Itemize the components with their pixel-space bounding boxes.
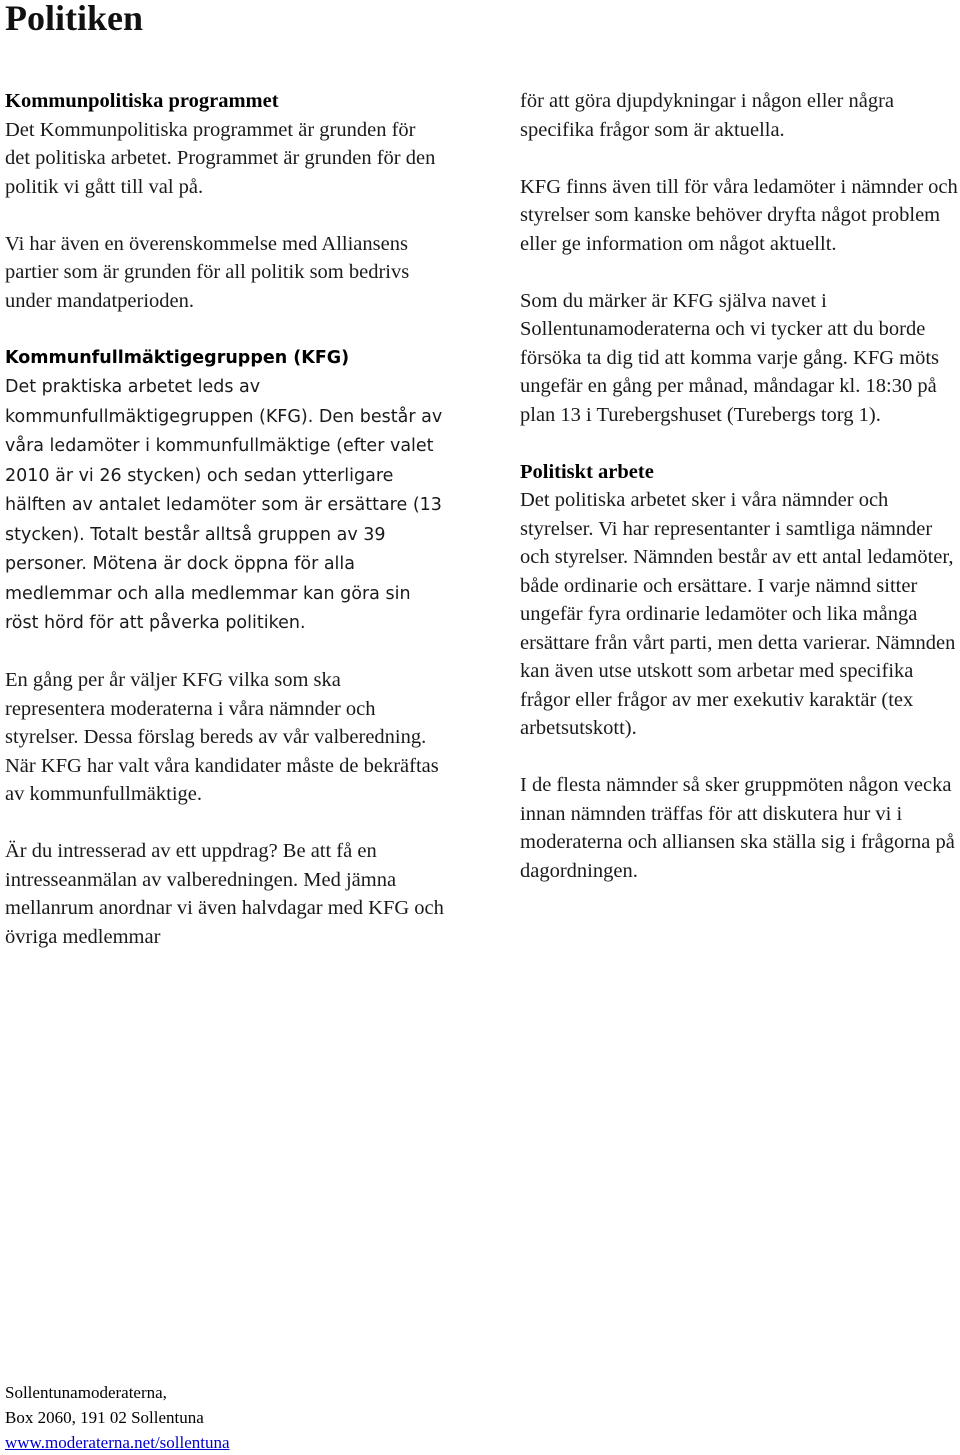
paragraph-gruppmoten: I de flesta nämnder så sker gruppmöten någon vecka innan nämnden träffas för att diskutera hur vi i moderaterna och alliansen ska ställa sig i frågorna på dagordningen. [520, 774, 955, 882]
section-kfg-navet [520, 287, 960, 430]
paragraph-kfg-c: Totalt består alltså gruppen av 39 personer. [5, 524, 386, 574]
footer-org: Sollentunamoderaterna, [5, 1383, 167, 1402]
paragraph-kfg-d: Mötena är dock öppna för alla medlemmar och alla medlemmar kan göra sin röst hörd för att påverka politiken. [5, 554, 411, 633]
heading-kommunpolitiska-programmet: Kommunpolitiska programmet [5, 90, 279, 112]
heading-politiskt-arbete: Politiskt arbete [520, 460, 654, 483]
section-djupdykningar [520, 87, 960, 144]
paragraph-kfg-ledamoter: KFG finns även till för våra ledamöter i nämnder och styrelser som kanske behöver dryfta något problem eller ge information om något aktuellt. [520, 175, 958, 255]
paragraph-djupdykningar: för att göra djupdykningar i någon eller några specifika frågor som är aktuella. [520, 90, 894, 141]
paragraph-kfg-a: Det praktiska arbetet leds av kommunfullmäktigegruppen (KFG). [5, 377, 314, 427]
paragraph-kfg-navet: Som du märker är KFG själva navet i Sollentunamoderaterna och vi tycker att du borde försöka ta dig tid att komma varje gång. KFG möts ungefär en gång per månad, måndagar kl. 18:30 på plan 13 i Turebergshuset (Turebergs torg 1). [520, 289, 940, 426]
section-uppdrag [5, 837, 445, 951]
paragraph-uppdrag: Är du intresserad av ett uppdrag? Be att få en intresseanmälan av valberedningen. Med jämna mellanrum anordnar vi även halvdagar med KFG och övriga medlemmar [5, 840, 444, 948]
section-alliansen [5, 230, 445, 316]
page-title: Politiken [5, 0, 144, 38]
footer-address: Box 2060, 191 02 Sollentuna [5, 1408, 204, 1427]
paragraph-alliansen: Vi har även en överenskommelse med Alliansens partier som är grunden för all politik som bedrivs under mandatperioden. [5, 232, 410, 312]
paragraph-valberedning: En gång per år väljer KFG vilka som ska representera moderaterna i våra nämnder och styrelser. Dessa förslag bereds av vår valberedning. När KFG har valt våra kandidater måste de bekräftas av kommunfullmäktige. [5, 669, 439, 805]
right-column [520, 87, 960, 914]
section-kfg-ledamoter [520, 173, 960, 259]
section-valberedning [5, 666, 445, 809]
heading-kfg: Kommunfullmäktigegruppen (KFG) [5, 347, 350, 368]
section-politiskt-arbete [520, 458, 960, 743]
paragraph-kommunpolitiska-programmet: Det Kommunpolitiska programmet är grunden för det politiska arbetet. Programmet är grunden för den politik vi gått till val på. [5, 118, 436, 198]
section-kfg [5, 344, 445, 638]
left-column [5, 87, 445, 980]
paragraph-politiskt-arbete: Det politiska arbetet sker i våra nämnder och styrelser. Vi har representanter i samtliga nämnder och styrelser. Nämnden består av ett antal ledamöter, både ordinarie och ersättare. I varje nämnd sitter ungefär fyra ordinarie ledamöter och lika många ersättare från vårt parti, men detta varierar. Nämnden kan även utse utskott som arbetar med specifika frågor eller frågor av mer exekutiv karaktär (tex arbetsutskott). [520, 489, 956, 739]
section-gruppmoten [520, 771, 960, 885]
footer [5, 1380, 230, 1455]
paragraph-kfg-b: Den består av våra ledamöter i kommunfullmäktige (efter valet 2010 är vi 26 stycken) och sedan ytterligare hälften av antalet ledamöter som är ersättare (13 stycken). [5, 406, 443, 545]
footer-website-link[interactable]: www.moderaterna.net/sollentuna [5, 1433, 230, 1452]
section-kommunpolitiska [5, 87, 445, 201]
